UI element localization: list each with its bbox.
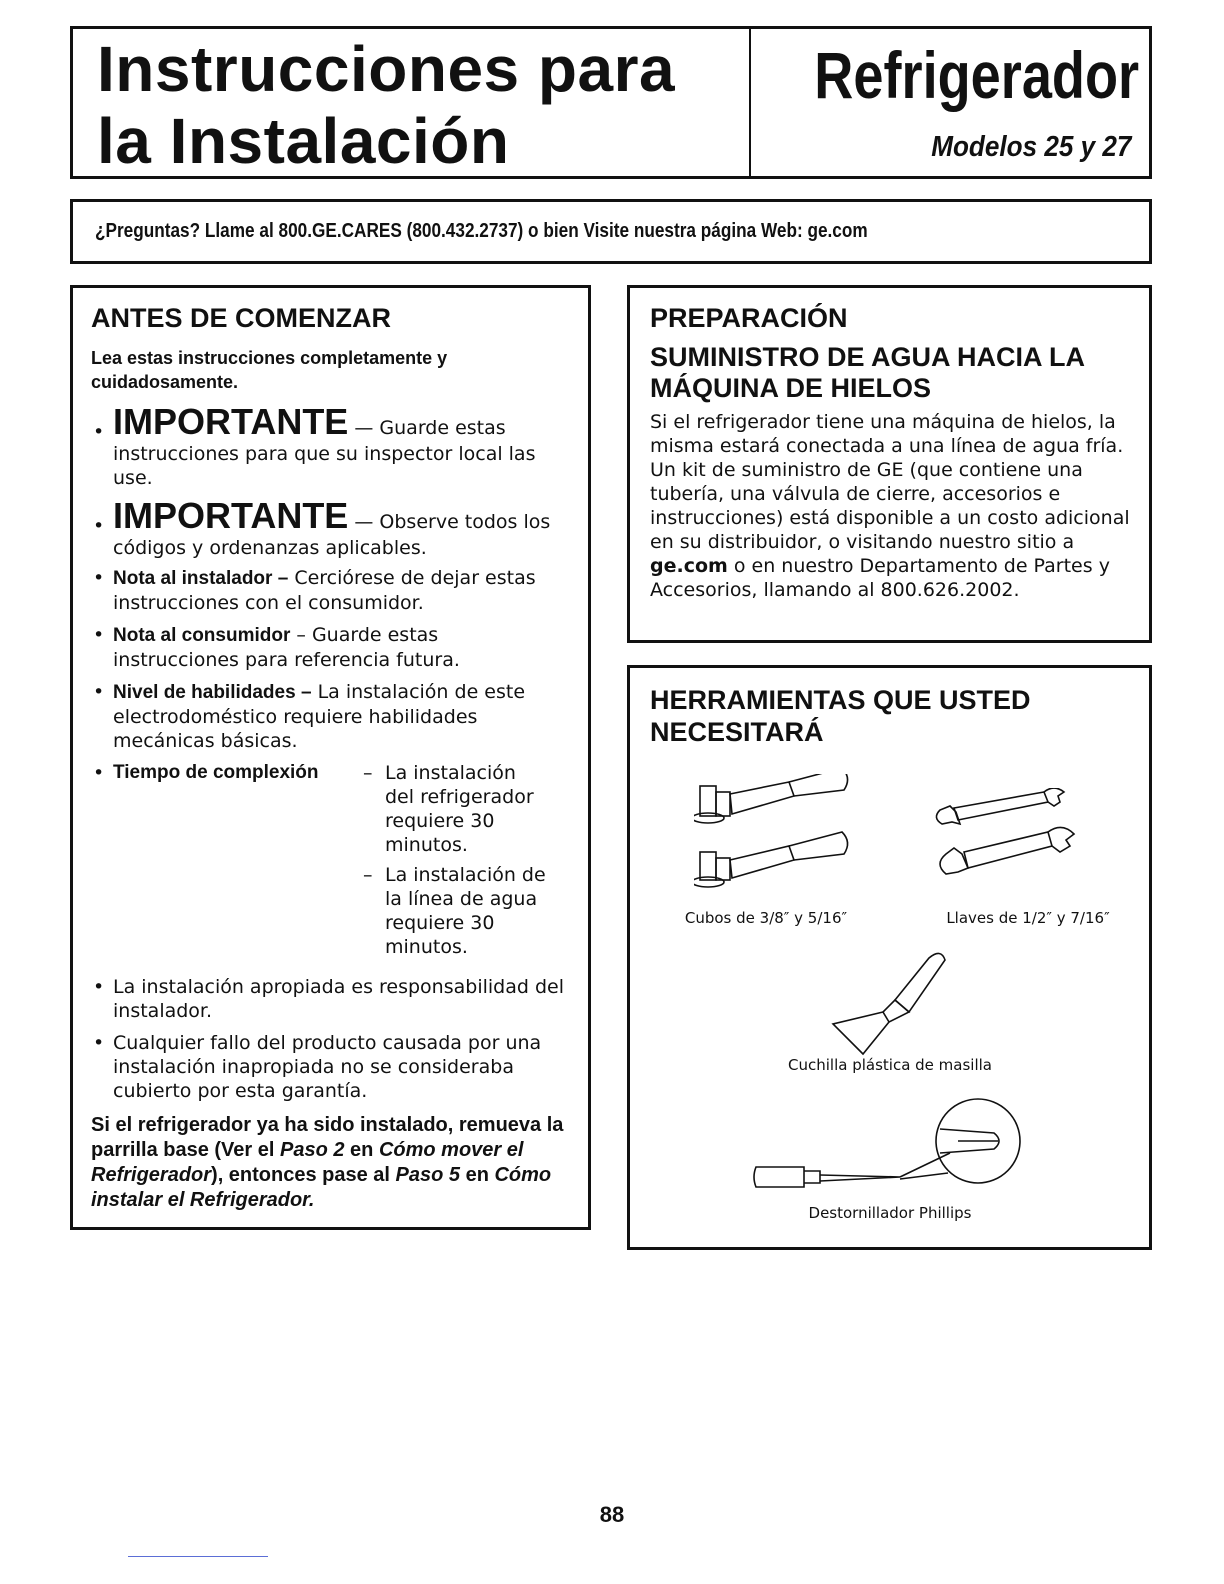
list-item [91, 761, 570, 967]
tools-heading: HERRAMIENTAS QUE USTED NECESITARÁ [650, 685, 1031, 747]
putty-knife-caption: Cuchilla plástica de masilla [788, 1056, 992, 1074]
item-text: Cerciórese de dejar estas instrucciones con el consumidor. [113, 567, 536, 614]
prep-text: Si el refrigerador tiene una máquina de hielos, la misma estará conectada a una línea de agua fría. Un kit de suministro de GE (que contiene una tubería, una válvula de cierre, accesorios e instrucciones) está disponible a un costo adicional en su distribuidor, o visitando nuestro sitio a [650, 411, 1130, 553]
item-text: Cualquier fallo del producto causada por una instalación inapropiada no se consideraba cubierto por esta garantía. [113, 1032, 542, 1102]
page-number: 88 [599, 1502, 625, 1527]
item-lead: Nota al consumidor [113, 625, 291, 646]
wrenches-caption: Llaves de 1/2″ y 7/16″ [946, 909, 1110, 927]
time-step: – La instalación del refrigerador requiere 30 minutos. [363, 761, 548, 857]
before-list [91, 402, 570, 1103]
item-text: – Guarde estas instrucciones para referencia futura. [113, 624, 460, 671]
important-label: IMPORTANTE [113, 495, 349, 536]
page-title: Instrucciones para la Instalación [97, 33, 676, 177]
title-header [70, 26, 1152, 179]
phillips-screwdriver-icon [750, 1093, 1040, 1193]
list-item [91, 496, 570, 560]
screwdriver-caption: Destornillador Phillips [808, 1204, 972, 1222]
note-text: en [344, 1139, 379, 1161]
item-text: La instalación de este electrodoméstico requiere habilidades mecánicas básicas. [113, 681, 526, 752]
note-text: ), entonces pase al [211, 1164, 396, 1186]
preparation-panel [627, 285, 1152, 643]
product-title: Refrigerador [814, 38, 1139, 112]
note-ref: Cómo mover el Refrigerador [91, 1139, 524, 1186]
item-text: — Guarde estas instrucciones para que su inspector local las use. [113, 417, 536, 489]
list-item [91, 402, 570, 490]
sockets-caption: Cubos de 3/8″ y 5/16″ [684, 909, 848, 927]
time-row [113, 761, 570, 967]
item-lead: • Tiempo de complexión [113, 762, 319, 783]
ge-link[interactable]: ge.com [650, 555, 728, 577]
item-text: La instalación apropiada es responsabilidad del instalador. [113, 976, 564, 1022]
open-end-wrench-icon [930, 788, 1080, 898]
note-text: en [460, 1164, 495, 1186]
list-item [91, 680, 570, 753]
putty-knife-icon [825, 948, 955, 1058]
note-text: Si el refrigerador ya ha sido instalado, remueva la parrilla base (Ver el [91, 1114, 564, 1161]
list-item [91, 1031, 570, 1103]
footer-rule [128, 1556, 268, 1557]
list-item [91, 623, 570, 672]
header-divider [749, 29, 751, 176]
before-heading: ANTES DE COMENZAR [91, 303, 392, 333]
note-ref: Paso 2 [280, 1139, 345, 1161]
models-subtitle: Modelos 25 y 27 [930, 131, 1131, 163]
important-label: IMPORTANTE [113, 401, 349, 442]
prep-body [650, 410, 1131, 602]
time-step: – La instalación de la línea de agua requiere 30 minutos. [363, 863, 548, 959]
list-item [91, 975, 570, 1023]
item-text: — Observe todos los códigos y ordenanzas aplicables. [113, 511, 551, 559]
before-you-begin-panel [70, 285, 591, 1230]
water-supply-heading: SUMINISTRO DE AGUA HACIA LA MÁQUINA DE HIELOS [650, 342, 1084, 403]
socket-wrench-icon [694, 774, 854, 909]
item-lead: Nota al instalador – [113, 568, 289, 589]
contact-box [70, 199, 1152, 264]
prep-heading: PREPARACIÓN [650, 303, 848, 333]
item-lead: Nivel de habilidades – [113, 682, 312, 703]
note-ref: Paso 5 [395, 1164, 461, 1186]
before-intro: Lea estas instrucciones completamente y cuidadosamente. [91, 348, 448, 392]
contact-text: ¿Preguntas? Llame al 800.GE.CARES (800.432.2737) o bien Visite nuestra página Web: ge.com [95, 220, 868, 242]
already-installed-note [91, 1113, 570, 1213]
tools-panel [627, 665, 1152, 1250]
list-item [91, 566, 570, 615]
prep-text: o en nuestro Departamento de Partes y Accesorios, llamando al 800.626.2002. [650, 555, 1110, 601]
note-ref: Cómo instalar el Refrigerador. [91, 1164, 552, 1211]
time-steps [363, 761, 548, 967]
